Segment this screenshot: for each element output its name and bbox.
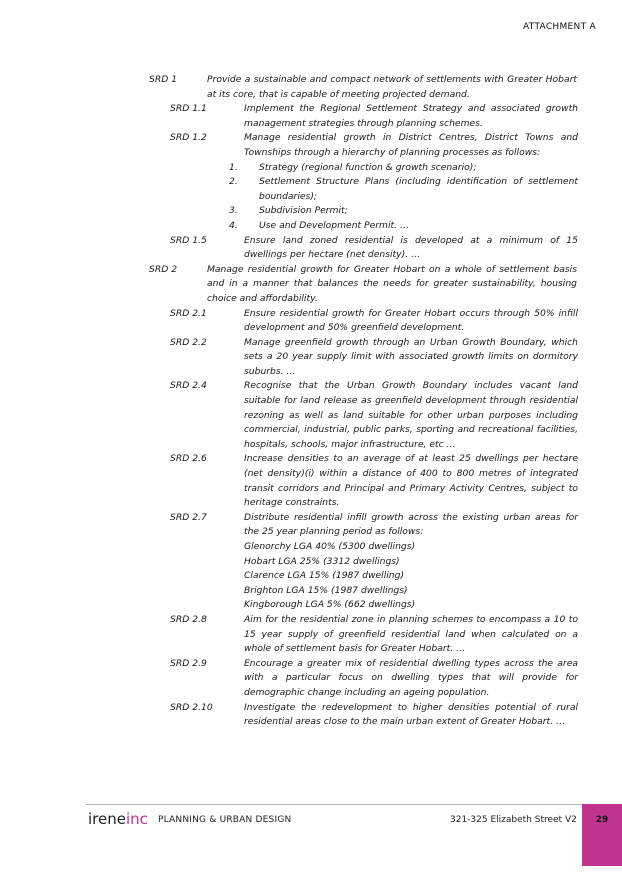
policy-text: Recognise that the Urban Growth Boundary includes vacant land suitable for land release as greenfield development through residential rezoning as well as land suitable for other urban purposes including commercial, industrial, public parks, sporting and recreational facilities, hospitals, schools, major infrastructure, etc … xyxy=(244,380,578,450)
policy-srd-1 xyxy=(149,73,577,102)
attachment-label: ATTACHMENT A xyxy=(523,22,596,32)
policy-text: Investigate the redevelopment to higher densities potential of rural residential areas close to the main urban extent of Greater Hobart. … xyxy=(244,701,578,728)
policy-text: Manage residential growth in District Centres, District Towns and Townships through a hierarchy of planning processes as follows: xyxy=(244,132,578,158)
step-number: 1. xyxy=(229,161,238,173)
page-number: 29 xyxy=(595,815,609,825)
policy-text: Distribute residential infill growth across the existing urban areas for the 25 year planning period as follows: xyxy=(244,511,578,538)
policy-code: SRD 1.5 xyxy=(170,234,207,246)
step-number: 3. xyxy=(229,205,238,217)
policy-srd-2 xyxy=(149,263,577,307)
distribution-line-kingborough: Kingborough LGA 5% (662 dwellings) xyxy=(244,599,416,611)
policy-srd-2-6 xyxy=(170,452,578,510)
step-text: Settlement Structure Plans (including identification of settlement boundaries); xyxy=(259,176,578,202)
policy-text: Increase densities to an average of at least 25 dwellings per hectare (net density)(i) within a distance of 400 to 800 metres of integrated transit corridors and Principal and Primary Activity Centres, subject to heritage constraints. xyxy=(244,453,578,509)
policy-code: SRD 2.7 xyxy=(170,511,207,523)
company-tagline: PLANNING & URBAN DESIGN xyxy=(158,815,292,825)
policy-srd-2-2 xyxy=(170,336,578,380)
step-text: Strategy (regional function & growth scenario); xyxy=(259,161,477,173)
company-logo xyxy=(88,810,148,828)
policy-code: SRD 2.8 xyxy=(170,613,207,625)
policy-code: SRD 2.4 xyxy=(170,380,207,392)
policy-text: Aim for the residential zone in planning schemes to encompass a 10 to 15 year supply of greenfield residential land when calculated on a whole of settlement basis for Greater Hobart. … xyxy=(244,613,578,655)
policy-srd-2-10 xyxy=(170,701,578,730)
distribution-line-hobart: Hobart LGA 25% (3312 dwellings) xyxy=(244,555,400,567)
step-number: 2. xyxy=(229,176,238,188)
policy-srd-2-7 xyxy=(170,511,578,540)
process-step-1 xyxy=(229,161,578,176)
policy-text: Manage residential growth for Greater Hobart on a whole of settlement basis and in a manner that balances the needs for greater sustainability, housing choice and affordability. xyxy=(207,263,577,304)
process-step-3 xyxy=(229,204,578,219)
logo-main: irene xyxy=(88,810,126,828)
process-step-2 xyxy=(229,175,578,204)
distribution-line-brighton: Brighton LGA 15% (1987 dwellings) xyxy=(244,584,408,596)
footer-divider xyxy=(86,804,582,805)
policy-code: SRD 1.1 xyxy=(170,103,207,115)
policy-code: SRD 1 xyxy=(149,74,178,85)
logo-accent: inc xyxy=(125,810,148,828)
distribution-line-clarence: Clarence LGA 15% (1987 dwelling) xyxy=(244,570,405,582)
step-text: Subdivision Permit; xyxy=(259,205,348,217)
page-number-tab xyxy=(582,804,622,866)
policy-srd-2-4 xyxy=(170,379,578,452)
policy-srd-1-2 xyxy=(170,131,578,160)
step-number: 4. xyxy=(229,219,238,231)
policy-srd-1-1 xyxy=(170,102,578,131)
policy-srd-2-9 xyxy=(170,657,578,701)
distribution-line-glenorchy: Glenorchy LGA 40% (5300 dwellings) xyxy=(244,541,416,552)
policy-text: Encourage a greater mix of residential dwelling types across the area with a particular focus on dwelling types that will provide for demographic change including an ageing population. xyxy=(244,657,578,698)
policy-list xyxy=(0,73,622,730)
policy-code: SRD 2.10 xyxy=(170,701,213,713)
policy-srd-1-5 xyxy=(170,234,578,263)
policy-code: SRD 2 xyxy=(149,263,178,275)
policy-srd-2-1 xyxy=(170,307,578,336)
policy-text: Ensure land zoned residential is developed at a minimum of 15 dwellings per hectare (net density). … xyxy=(244,234,578,261)
process-step-4 xyxy=(229,219,578,234)
policy-code: SRD 1.2 xyxy=(170,132,207,144)
policy-code: SRD 2.6 xyxy=(170,453,207,465)
policy-text: Provide a sustainable and compact network of settlements with Greater Hobart at its core, that is capable of meeting projected demand. xyxy=(207,74,577,100)
policy-code: SRD 2.1 xyxy=(170,307,207,319)
policy-text: Implement the Regional Settlement Strategy and associated growth management strategies through planning schemes. xyxy=(244,103,578,129)
policy-code: SRD 2.2 xyxy=(170,336,207,348)
document-address: 321-325 Elizabeth Street V2 xyxy=(450,815,577,825)
policy-srd-2-8 xyxy=(170,613,578,657)
step-text: Use and Development Permit. … xyxy=(259,219,410,231)
policy-text: Ensure residential growth for Greater Hobart occurs through 50% infill development and 50% greenfield development. xyxy=(244,307,578,334)
policy-code: SRD 2.9 xyxy=(170,657,207,669)
policy-text: Manage greenfield growth through an Urban Growth Boundary, which sets a 20 year supply limit with associated growth limits on dormitory suburbs. … xyxy=(244,336,578,377)
